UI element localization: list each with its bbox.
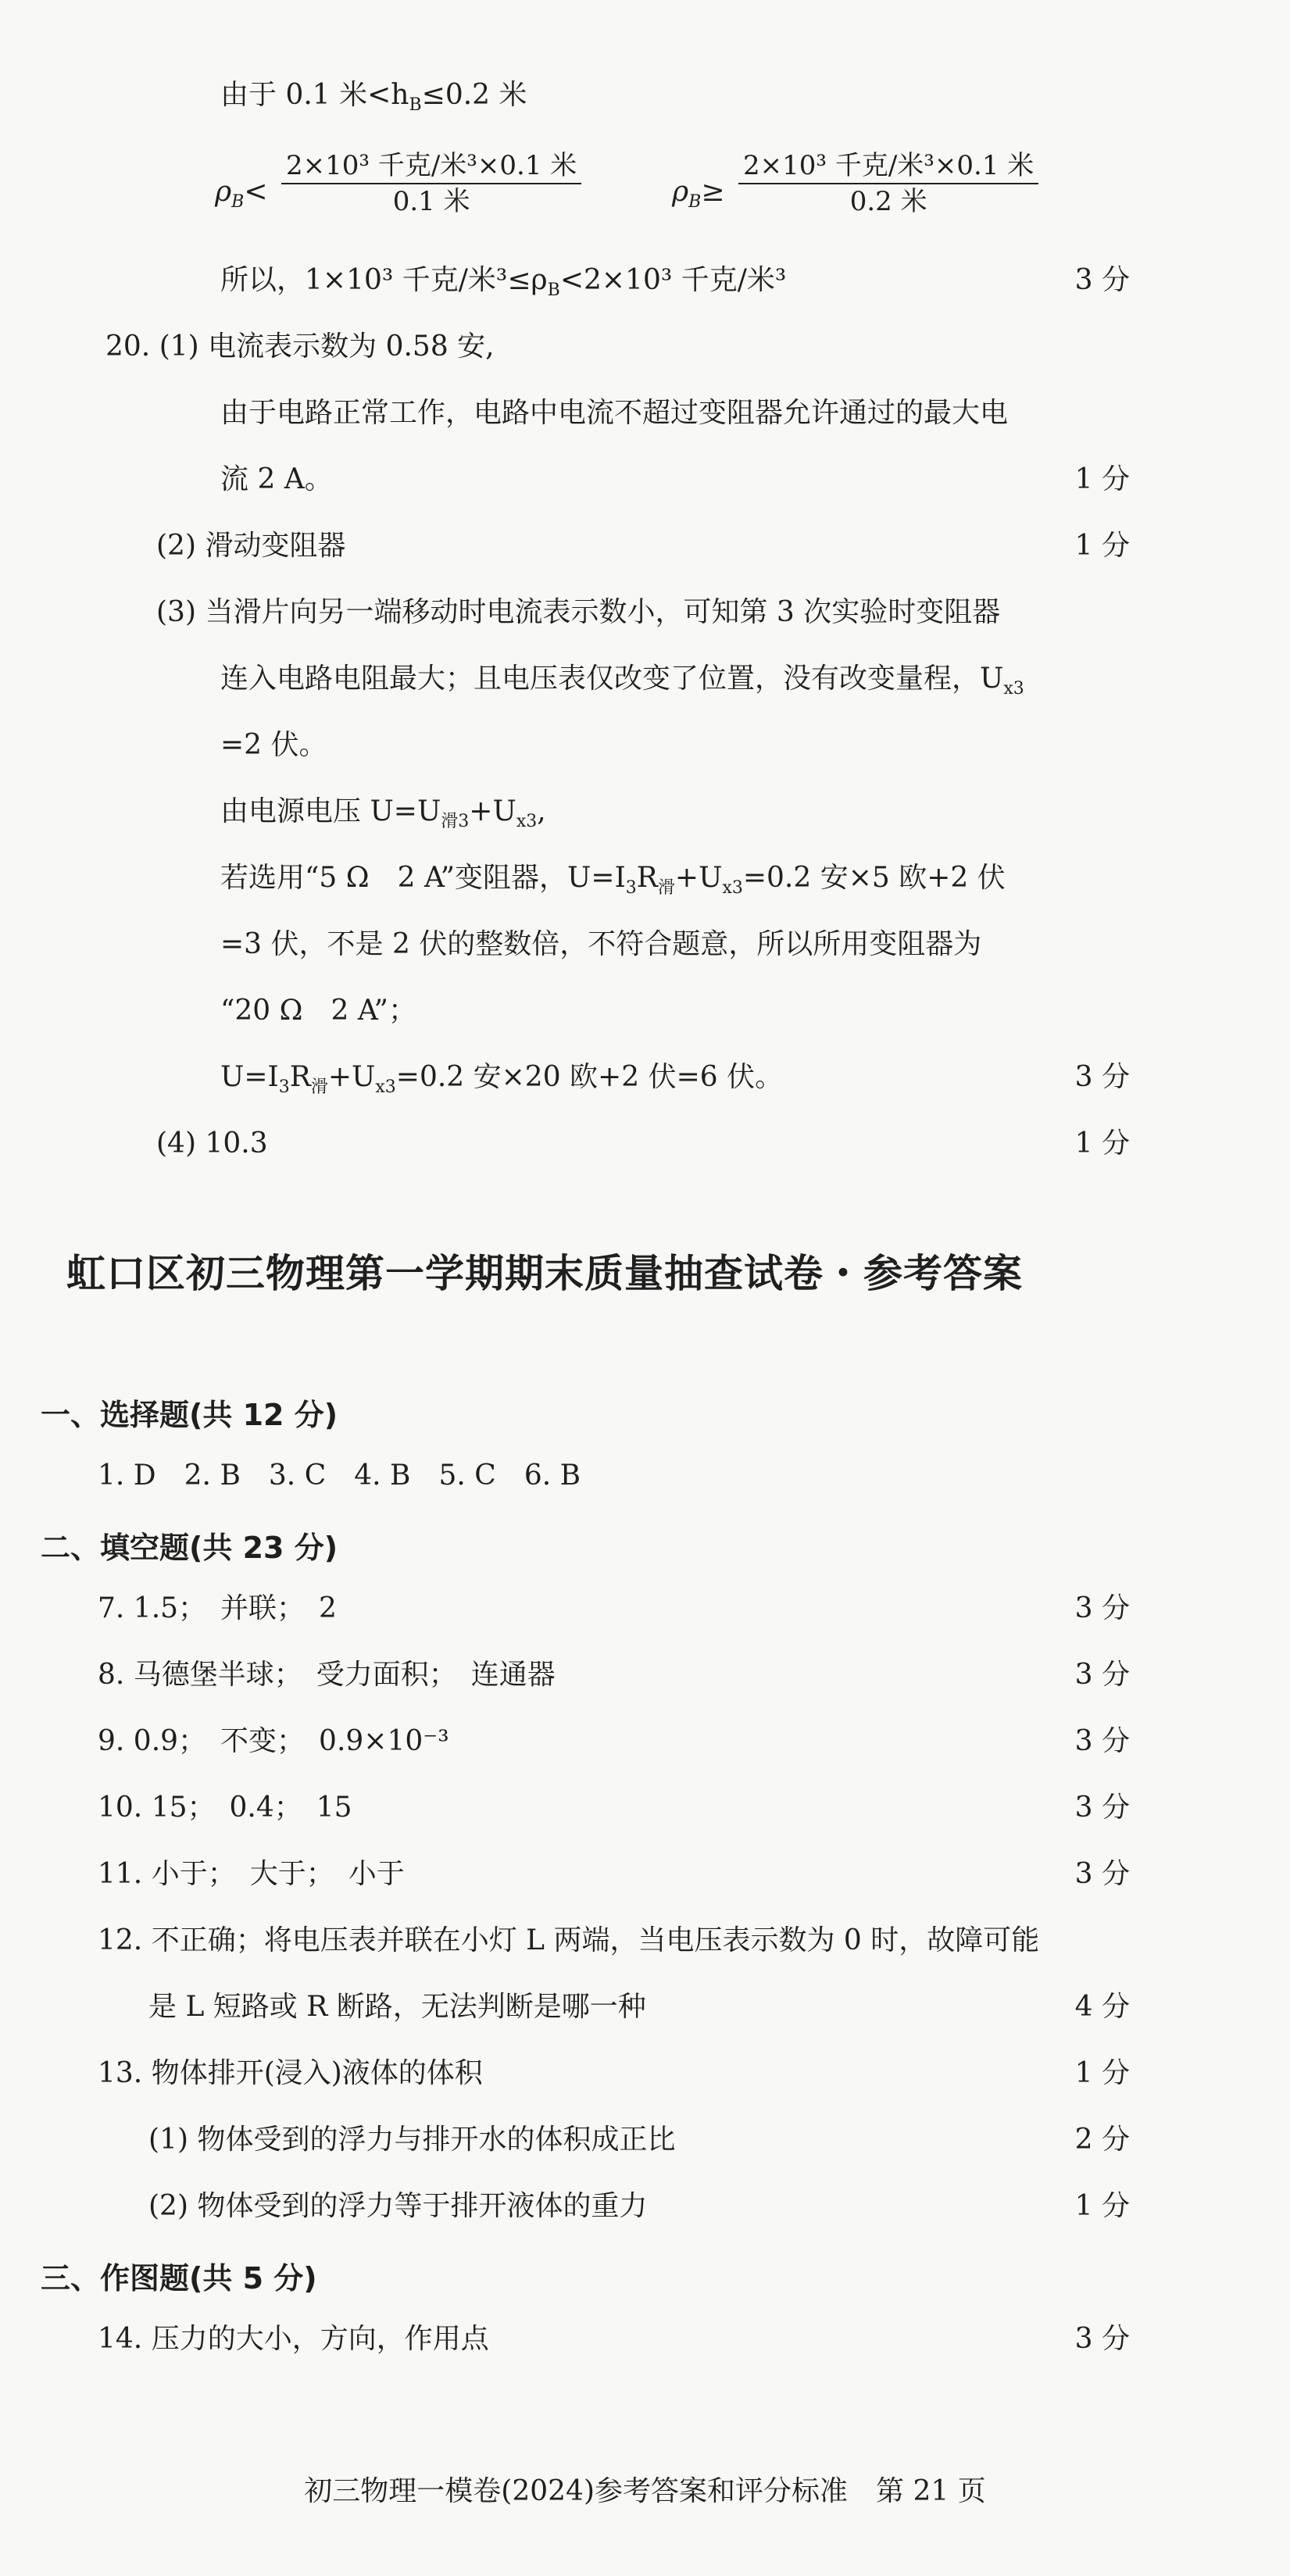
score: 3 分 [1074,1858,1130,1890]
section-heading-fill: 二、填空题(共 23 分) [41,1531,338,1565]
q20-part3-a: (3) 当滑片向另一端移动时电流表示数小，可知第 3 次实验时变阻器 [156,596,1001,628]
q20-part3-h: $U=I_3R_滑+U_{x3}=0.2$ 安×20 欧+2 伏=6 伏。 [220,1061,784,1098]
fill-answer: 13. 物体排开(浸入)液体的体积 [98,2057,483,2089]
range-line: 由于 0.1 米$<h_B\le 0.2$ 米 [220,79,527,116]
score: 3 分 [1074,1725,1130,1757]
score: 1 分 [1074,1127,1130,1159]
score: 3 分 [1074,1061,1130,1093]
fraction-1: 2×10³ 千克/米³×0.1 米 0.1 米 [281,148,581,219]
section-heading-drawing: 三、作图题(共 5 分) [41,2261,317,2296]
q20-part3-c: =2 伏。 [220,729,327,761]
fill-answer: 7. 1.5； 并联； 2 [98,1592,337,1624]
score: 2 分 [1074,2124,1130,2156]
fill-answer: 10. 15； 0.4； 15 [98,1792,352,1824]
choice-answers: 1. D 2. B 3. C 4. B 5. C 6. B [98,1459,581,1492]
q20-part3-d: 由电源电压 $U=U_{滑3}+U_{x3}$, [220,795,546,832]
fill-answer: 8. 马德堡半球； 受力面积； 连通器 [98,1659,556,1691]
q20-part2: (2) 滑动变阻器 [156,530,346,562]
q20-part4: (4) 10.3 [156,1127,268,1159]
drawing-answer: 14. 压力的大小，方向，作用点 [98,2323,489,2355]
page-title: 虹口区初三物理第一学期期末质量抽查试卷・参考答案 [66,1251,1023,1296]
q20-part1-b: 由于电路正常工作，电路中电流不超过变阻器允许通过的最大电 [220,397,1009,429]
score: 3 分 [1074,2323,1130,2355]
conclusion-line: 所以，1×10³ 千克/米$^3\le\rho_B<2\times 10^3$ 千克/米³ [220,264,787,301]
q20-part3-e: 若选用“5 Ω 2 A”变阻器，$U=I_3R_滑+U_{x3}=0.2$ 安×5 欧+2 伏 [220,862,1006,899]
q20-part1: 20. (1) 电流表示数为 0.58 安, [105,330,495,363]
page-footer: 初三物理一模卷(2024)参考答案和评分标准 第 21 页 [304,2475,986,2507]
score: 3 分 [1074,1659,1130,1691]
score: 3 分 [1074,264,1130,296]
rho-ge-label: $\rho_B\ge$ [672,176,725,213]
fraction-2: 2×10³ 千克/米³×0.1 米 0.2 米 [738,148,1038,219]
fill-answer: 是 L 短路或 R 断路，无法判断是哪一种 [148,1991,646,2023]
fill-answer: (1) 物体受到的浮力与排开水的体积成正比 [148,2124,676,2156]
q20-part1-c: 流 2 A。 [220,463,333,495]
score: 3 分 [1074,1792,1130,1824]
score: 1 分 [1074,2057,1130,2089]
q20-part3-f: =3 伏，不是 2 伏的整数倍，不符合题意，所以所用变阻器为 [220,928,982,960]
score: 1 分 [1074,2190,1130,2222]
fill-answer: 12. 不正确；将电压表并联在小灯 L 两端，当电压表示数为 0 时，故障可能 [98,1924,1040,1956]
section-heading-choice: 一、选择题(共 12 分) [41,1398,338,1432]
score: 1 分 [1074,530,1130,562]
q20-part3-b: 连入电路电阻最大；且电压表仅改变了位置，没有改变量程，$U_{x3}$ [220,663,1024,699]
fill-answer: 9. 0.9； 不变； 0.9×10⁻³ [98,1725,449,1757]
score: 4 分 [1074,1991,1130,2023]
fill-answer: 11. 小于； 大于； 小于 [98,1858,405,1890]
score: 1 分 [1074,463,1130,495]
score: 3 分 [1074,1592,1130,1624]
rho-less-label: $\rho_B<$ [215,176,268,213]
q20-part3-g: “20 Ω 2 A”； [220,995,416,1027]
fill-answer: (2) 物体受到的浮力等于排开液体的重力 [148,2190,648,2222]
